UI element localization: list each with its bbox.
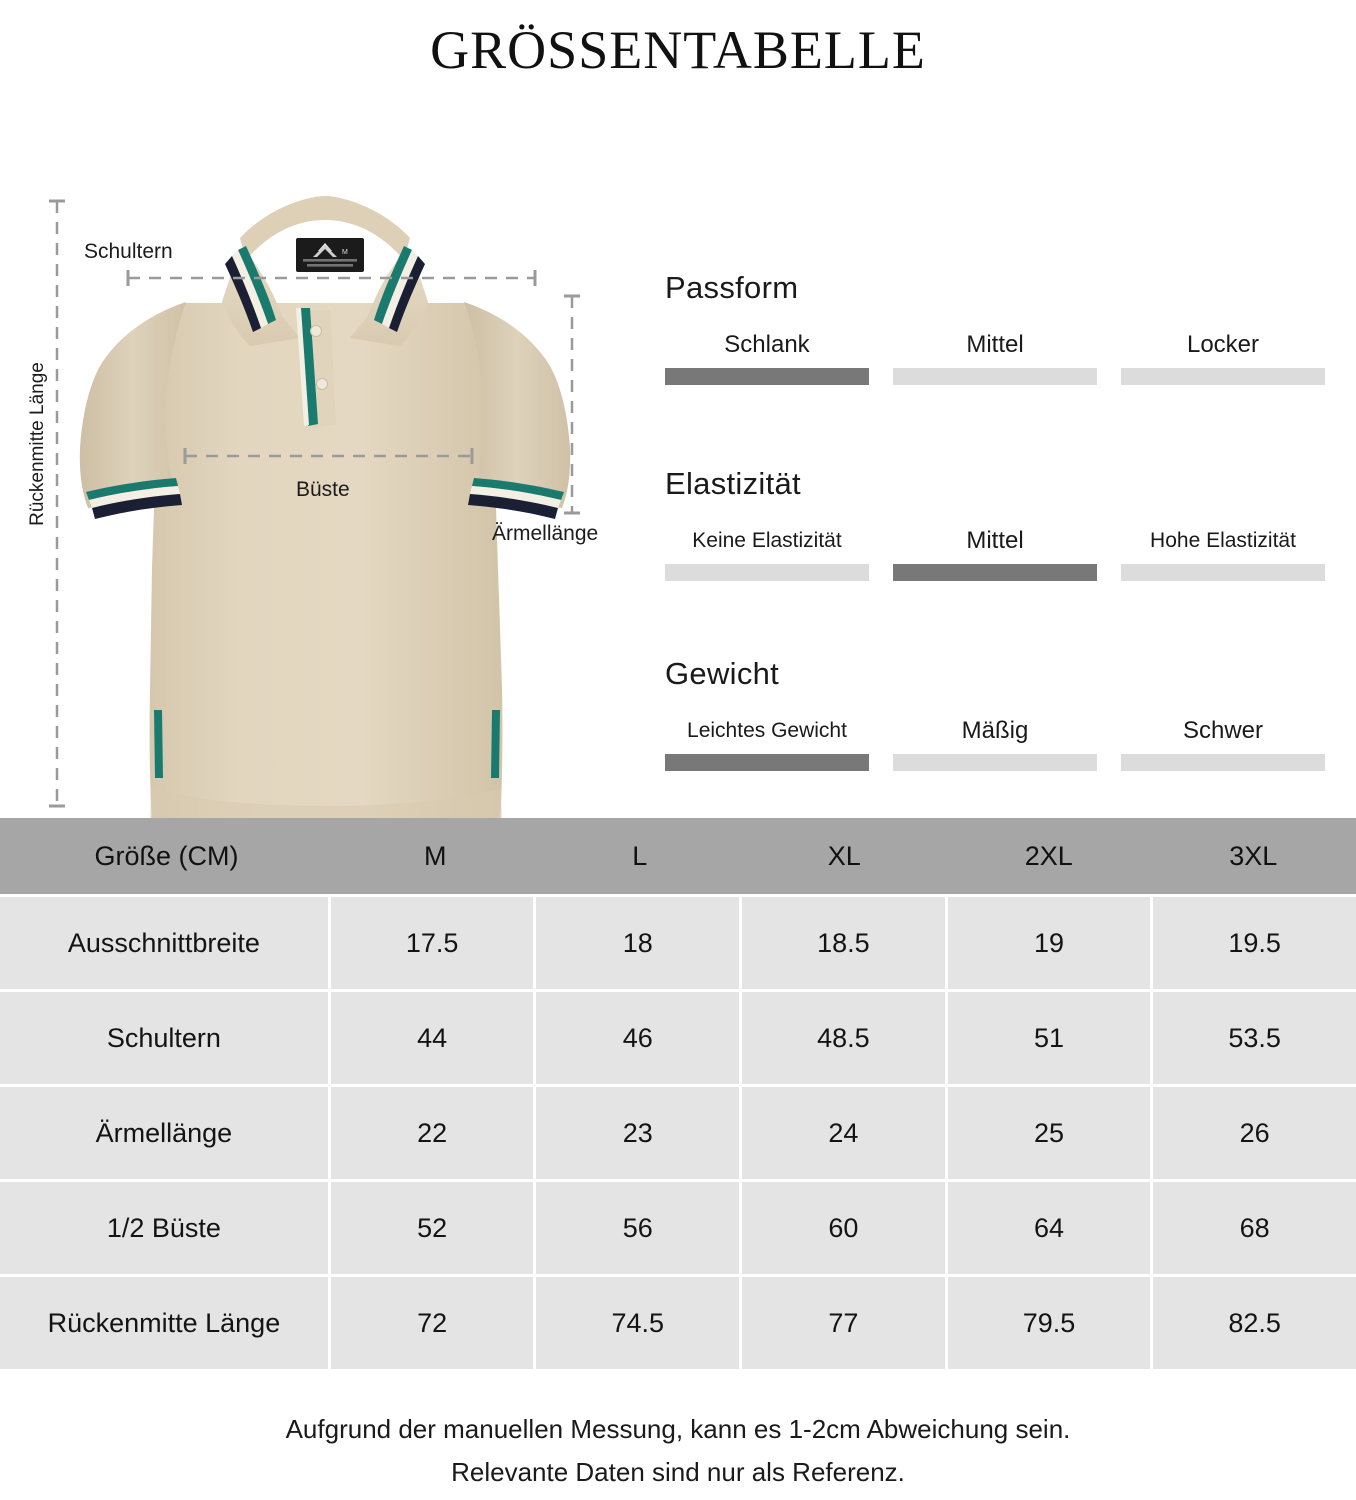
weight-option-heavy-label: Schwer <box>1182 717 1264 744</box>
elasticity-option-high-bar <box>1121 564 1325 581</box>
table-header-size: Größe (CM) <box>0 818 333 894</box>
weight-option-moderate[interactable] <box>893 716 1097 771</box>
fit-option-medium-bar <box>893 368 1097 385</box>
row-value: 19 <box>948 897 1151 989</box>
row-value: 18 <box>536 897 739 989</box>
row-value: 18.5 <box>742 897 945 989</box>
row-value: 22 <box>331 1087 534 1179</box>
fit-option-medium[interactable] <box>893 330 1097 385</box>
table-row <box>0 1182 1356 1274</box>
elasticity-option-none-label: Keine Elastizität <box>692 529 842 552</box>
disclaimer-line-1: Aufgrund der manuellen Messung, kann es 1-2cm Abweichung sein. <box>285 1414 1071 1444</box>
row-value: 72 <box>331 1277 534 1369</box>
table-header-xl: XL <box>742 818 947 894</box>
elasticity-option-high[interactable] <box>1121 526 1325 581</box>
elasticity-option-medium-bar <box>893 564 1097 581</box>
brand-label-size: M <box>342 249 348 256</box>
table-row <box>0 897 1356 989</box>
row-value: 77 <box>742 1277 945 1369</box>
garment-diagram <box>0 88 650 818</box>
elasticity-option-medium-label: Mittel <box>966 527 1024 554</box>
table-row <box>0 992 1356 1084</box>
fit-option-slim[interactable] <box>665 330 869 385</box>
row-value: 23 <box>536 1087 739 1179</box>
attribute-group-elasticity <box>665 466 1325 581</box>
fit-option-loose-label: Locker <box>1186 331 1260 358</box>
attribute-heading-fit: Passform <box>665 270 799 305</box>
table-header-3xl: 3XL <box>1151 818 1356 894</box>
weight-option-moderate-bar <box>893 754 1097 771</box>
fit-option-loose[interactable] <box>1121 330 1325 385</box>
table-header-2xl: 2XL <box>947 818 1152 894</box>
elasticity-option-none[interactable] <box>665 526 869 581</box>
row-label: Rückenmitte Länge <box>0 1277 328 1369</box>
brand-label-text-line1 <box>303 259 357 262</box>
fit-option-medium-label: Mittel <box>966 331 1024 358</box>
shoulders-label: Schultern <box>84 240 173 263</box>
elasticity-option-high-label: Hohe Elastizität <box>1150 529 1296 552</box>
row-label: 1/2 Büste <box>0 1182 328 1274</box>
weight-option-heavy-bar <box>1121 754 1325 771</box>
button-bottom <box>317 379 328 390</box>
fit-option-loose-bar <box>1121 368 1325 385</box>
weight-option-light-label: Leichtes Gewicht <box>687 719 847 742</box>
row-value: 25 <box>948 1087 1151 1179</box>
row-label: Ärmellänge <box>0 1087 328 1179</box>
fit-option-slim-label: Schlank <box>724 331 810 358</box>
table-header-m: M <box>333 818 538 894</box>
measurement-disclaimer <box>0 1408 1356 1494</box>
row-value: 26 <box>1153 1087 1356 1179</box>
attribute-heading-weight: Gewicht <box>665 656 780 691</box>
right-side-slit <box>491 710 500 778</box>
row-label: Schultern <box>0 992 328 1084</box>
left-side-slit <box>154 710 163 778</box>
upper-section <box>0 88 1356 818</box>
attributes-panel <box>665 88 1335 818</box>
attribute-options-elasticity <box>665 526 1325 581</box>
row-value: 56 <box>536 1182 739 1274</box>
row-value: 82.5 <box>1153 1277 1356 1369</box>
weight-option-light[interactable] <box>665 716 869 771</box>
elasticity-option-none-bar <box>665 564 869 581</box>
table-header-row <box>0 818 1356 894</box>
back-center-length-label: Rückenmitte Länge <box>27 362 48 526</box>
row-value: 51 <box>948 992 1151 1084</box>
sleeve-length-label: Ärmellänge <box>492 522 599 545</box>
brand-label-background <box>296 238 364 272</box>
row-value: 68 <box>1153 1182 1356 1274</box>
attribute-group-weight <box>665 656 1325 771</box>
attribute-group-fit <box>665 270 1325 385</box>
row-label: Ausschnittbreite <box>0 897 328 989</box>
row-value: 19.5 <box>1153 897 1356 989</box>
row-value: 52 <box>331 1182 534 1274</box>
brand-label-text-line2 <box>307 264 353 267</box>
attribute-heading-elasticity: Elastizität <box>665 466 801 501</box>
page-title: GRÖSSENTABELLE <box>430 20 926 80</box>
weight-option-heavy[interactable] <box>1121 716 1325 771</box>
table-header-l: L <box>538 818 743 894</box>
row-value: 79.5 <box>948 1277 1151 1369</box>
row-value: 44 <box>331 992 534 1084</box>
fit-option-slim-bar <box>665 368 869 385</box>
button-top <box>311 326 322 337</box>
table-body <box>0 897 1356 1369</box>
disclaimer-line-2: Relevante Daten sind nur als Referenz. <box>451 1457 905 1487</box>
table-row <box>0 1087 1356 1179</box>
row-value: 64 <box>948 1182 1151 1274</box>
attribute-options-fit <box>665 330 1325 385</box>
weight-option-moderate-label: Mäßig <box>961 717 1029 744</box>
row-value: 74.5 <box>536 1277 739 1369</box>
row-value: 24 <box>742 1087 945 1179</box>
polo-shirt-illustration <box>0 88 650 818</box>
row-value: 17.5 <box>331 897 534 989</box>
row-value: 46 <box>536 992 739 1084</box>
weight-option-light-bar <box>665 754 869 771</box>
row-value: 53.5 <box>1153 992 1356 1084</box>
row-value: 48.5 <box>742 992 945 1084</box>
row-value: 60 <box>742 1182 945 1274</box>
size-table <box>0 818 1356 1372</box>
table-row <box>0 1277 1356 1369</box>
bust-label: Büste <box>296 478 350 501</box>
elasticity-option-medium[interactable] <box>893 526 1097 581</box>
attribute-options-weight <box>665 716 1325 771</box>
